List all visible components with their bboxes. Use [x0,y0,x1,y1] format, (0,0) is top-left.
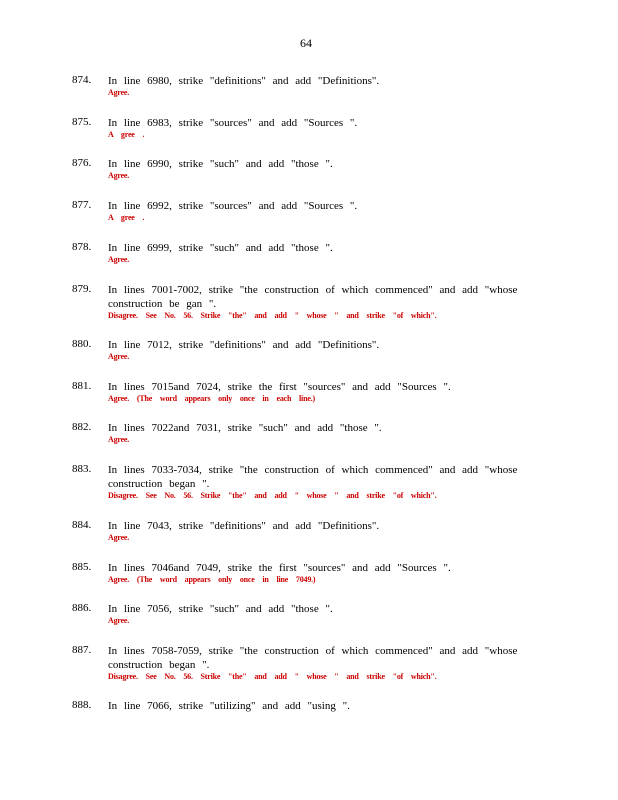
item-number: 888. [72,699,92,711]
item-number: 887. [72,644,92,656]
item-response: A gree . [108,130,145,139]
item-text: In line 6980, strike "definitions" and add "Definitions". [108,75,380,87]
item-number: 884. [72,519,92,531]
item-response: Agree. [108,255,130,264]
item-text: In lines 7058-7059, strike "the construction of which commenced" and add "whose construction began ". [108,645,518,671]
item-text: In lines 7015and 7024, strike the first "sources" and add "Sources ". [108,381,451,393]
item-number: 879. [72,283,92,295]
item-number: 878. [72,241,92,253]
item-number: 886. [72,602,92,614]
item-response: Agree. (The word appears only once in line 7049.) [108,575,316,584]
item-text: In line 7012, strike "definitions" and add "Definitions". [108,339,380,351]
item-response: Agree. [108,171,130,180]
item-response: Agree. [108,435,130,444]
item-number: 885. [72,561,92,573]
item-response: Agree. [108,88,130,97]
item-number: 875. [72,116,92,128]
item-text: In line 6990, strike "such" and add "those ". [108,158,333,170]
item-text: In line 6992, strike "sources" and add "Sources ". [108,200,358,212]
item-text: In lines 7022and 7031, strike "such" and add "those ". [108,422,382,434]
item-response: Agree. [108,616,130,625]
item-number: 881. [72,380,92,392]
item-response: A gree . [108,213,145,222]
item-response: Disagree. See No. 56. Strike "the" and add " whose " and strike "of which". [108,311,437,320]
page-number: 64 [300,36,312,50]
item-response: Agree. [108,533,130,542]
item-number: 876. [72,157,92,169]
item-number: 877. [72,199,92,211]
item-number: 880. [72,338,92,350]
item-text: In line 6983, strike "sources" and add "Sources ". [108,117,358,129]
item-text: In lines 7001-7002, strike "the construction of which commenced" and add "whose construction be gan ". [108,284,518,310]
item-text: In line 7066, strike "utilizing" and add "using ". [108,700,350,712]
item-text: In lines 7046and 7049, strike the first "sources" and add "Sources ". [108,562,451,574]
item-response: Disagree. See No. 56. Strike "the" and add " whose " and strike "of which". [108,672,437,681]
item-text: In lines 7033-7034, strike "the construction of which commenced" and add "whose construction began ". [108,464,518,490]
item-response: Agree. [108,352,130,361]
item-text: In line 7056, strike "such" and add "those ". [108,603,333,615]
item-number: 882. [72,421,92,433]
item-response: Agree. (The word appears only once in each line.) [108,394,315,403]
item-text: In line 6999, strike "such" and add "those ". [108,242,333,254]
item-number: 874. [72,74,92,86]
item-text: In line 7043, strike "definitions" and add "Definitions". [108,520,380,532]
item-response: Disagree. See No. 56. Strike "the" and add " whose " and strike "of which". [108,491,437,500]
item-number: 883. [72,463,92,475]
